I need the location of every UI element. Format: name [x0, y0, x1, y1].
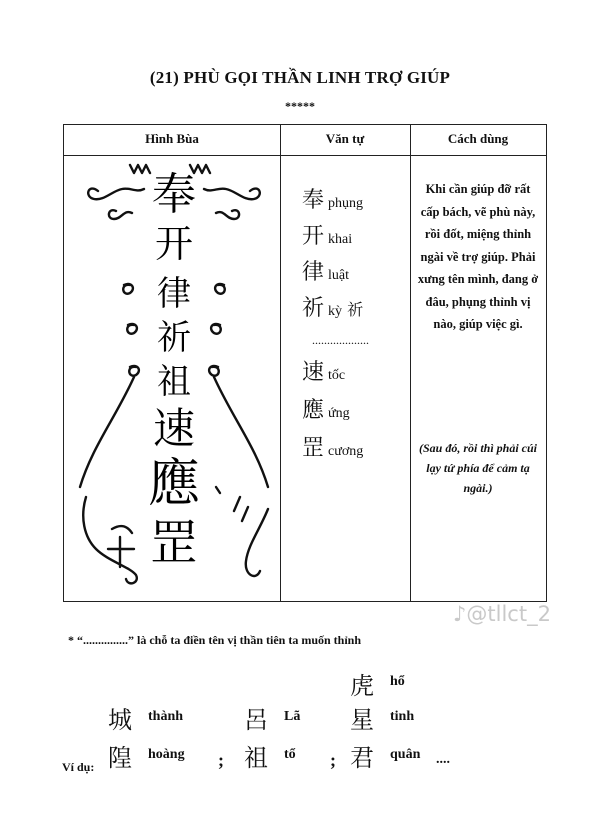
example-han: 城: [108, 706, 132, 734]
right-spiral: [215, 284, 225, 294]
text-row: [302, 393, 350, 424]
example-reading: hổ: [390, 674, 405, 689]
column-divider: [410, 125, 411, 601]
example-reading: thành: [148, 709, 184, 724]
text-row: [302, 291, 363, 322]
example-reading: tổ: [284, 747, 296, 762]
talisman-char: 罡: [149, 515, 199, 571]
left-spiral: [123, 284, 133, 294]
example-han: 星: [350, 706, 374, 734]
left-swirl: [109, 210, 132, 219]
dot-mark: [216, 487, 220, 493]
text-han: 祈: [302, 296, 325, 321]
example-separator: ;: [330, 750, 336, 770]
example-reading: tinh: [390, 709, 415, 724]
text-reading-han: 祈: [347, 300, 364, 319]
zigzag-mark: [130, 165, 150, 173]
watermark: [453, 602, 551, 626]
example-han: 君: [350, 744, 374, 772]
talisman-char: 祈: [157, 318, 191, 358]
text-row: [302, 183, 363, 214]
talisman-table: [63, 124, 547, 602]
text-han: 應: [302, 398, 325, 423]
example-han: 虎: [350, 672, 374, 700]
text-reading: kỳ: [328, 304, 343, 319]
talisman-char: 开: [154, 222, 194, 266]
left-spiral: [127, 324, 137, 334]
header-cach-dung: Cách dùng: [447, 131, 509, 146]
footnote: * “...............” là chỗ ta điền tên vị thần tiên ta muốn thỉnh: [68, 633, 362, 647]
text-han: 奉: [302, 188, 325, 213]
text-reading: cương: [328, 444, 364, 459]
example-han: 隍: [108, 744, 132, 772]
header-hinh-bua: Hình Bùa: [145, 131, 199, 146]
text-han: 开: [302, 224, 325, 249]
left-spiral: [129, 366, 139, 376]
right-spiral: [211, 324, 221, 334]
text-han: 律: [302, 260, 325, 285]
usage-note: (Sau đó, rồi thì phải cúi lạy tứ phía để cảm tạ ngài.): [418, 441, 538, 495]
talisman-char: 應: [147, 454, 201, 514]
talisman-char: 祖: [157, 362, 191, 402]
text-han: 速: [302, 360, 325, 385]
header-van-tu: Văn tự: [325, 131, 365, 146]
example-separator: ;: [218, 750, 224, 770]
right-flame-curve: [214, 377, 268, 487]
text-row: [302, 219, 352, 250]
text-reading: tốc: [328, 368, 346, 383]
example-reading: hoàng: [148, 747, 185, 762]
text-reading: luật: [328, 268, 350, 283]
example-label: Ví dụ:: [62, 760, 95, 774]
example-reading: quân: [390, 747, 421, 762]
talisman-drawing: [72, 157, 276, 597]
example-han: 祖: [244, 744, 268, 772]
example-reading: Lã: [284, 709, 301, 724]
left-swirl: [88, 189, 144, 200]
right-swirl: [204, 189, 260, 200]
right-swirl: [216, 210, 239, 219]
column-divider: [280, 125, 281, 601]
page-title: (21) PHÙ GỌI THẦN LINH TRỢ GIÚP: [149, 68, 451, 87]
example-han: 呂: [244, 706, 268, 734]
text-row: [302, 355, 345, 386]
text-row: [302, 431, 363, 462]
title-stars: *****: [285, 99, 315, 113]
usage-text: Khi cần giúp đỡ rất cấp bách, vẽ phù này, rồi đốt, miệng thỉnh ngài về trợ giúp. Phải xưng tên mình, đang ở đâu, phụng thỉnh vị nào, giúp việc gì.: [417, 182, 539, 331]
right-spiral: [209, 366, 219, 376]
dotted-placeholder: ...................: [312, 333, 369, 347]
talisman-char: 速: [152, 404, 196, 453]
text-han: 罡: [302, 436, 325, 461]
text-reading: ứng: [328, 406, 350, 421]
text-reading: phụng: [328, 196, 364, 211]
tiktok-icon: ♪: [453, 602, 467, 626]
example-ellipsis: ....: [436, 752, 450, 767]
left-flame-curve: [80, 377, 134, 487]
text-row: [302, 255, 349, 286]
bottom-left-loop: [83, 497, 137, 583]
talisman-char: 律: [157, 274, 191, 314]
text-reading: khai: [328, 232, 353, 247]
header-divider: [64, 155, 546, 156]
watermark-text: @tllct_2: [466, 602, 551, 626]
right-tick: [234, 497, 248, 521]
talisman-char: 奉: [152, 169, 196, 220]
bottom-right-loop: [246, 509, 268, 576]
